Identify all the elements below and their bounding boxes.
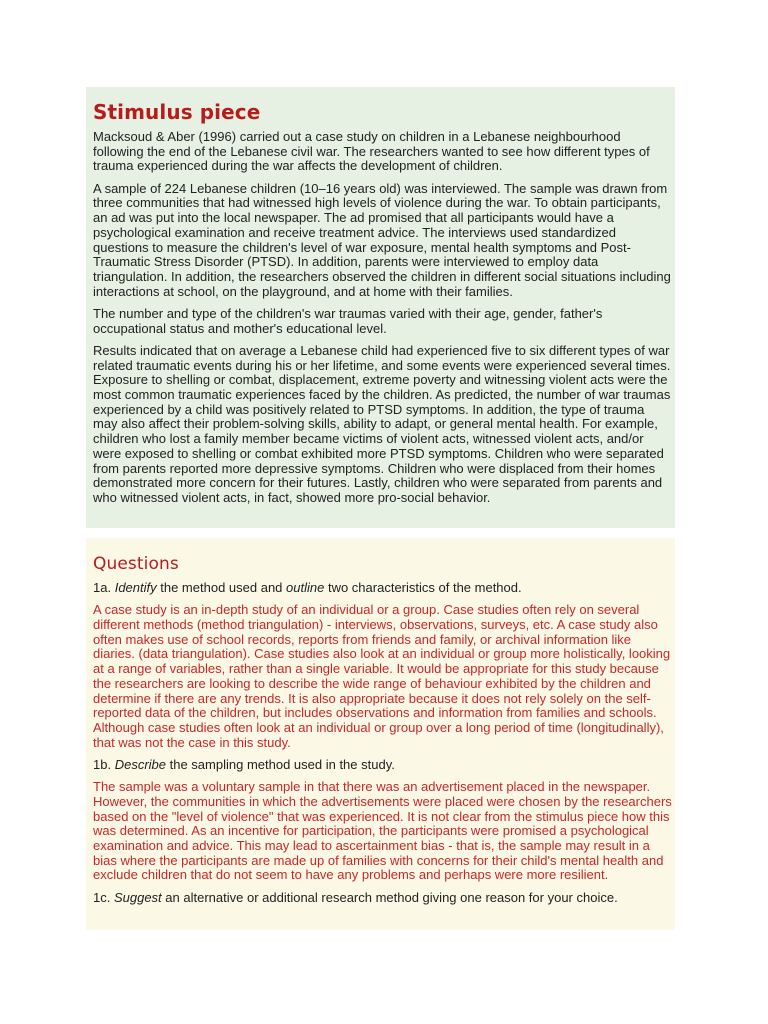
- question-text: two characteristics of the method.: [327, 580, 522, 595]
- command-term: Identify: [114, 580, 157, 595]
- question-number: 1c.: [93, 889, 111, 905]
- question-1c: [93, 891, 672, 906]
- question-text: the sampling method used in the study.: [169, 756, 395, 772]
- stimulus-section: [86, 87, 675, 528]
- answer-1b: The sample was a voluntary sample in that there was an advertisement placed in the newspaper. However, the communities in which the advertisements were placed were chosen by the researchers based on the "level of violence" that was experienced. It is not clear from the stimulus piece how this was determined. As an incentive for participation, the participants were promised a psychological examination and advice. This may lead to ascertainment bias - that is, the sample may result in a bias where the participants are made up of families with concerns for their child's mental health and exclude children that do not seem to have any problems and perhaps were more resilient.: [93, 779, 672, 883]
- stimulus-paragraph: Macksoud & Aber (1996) carried out a case study on children in a Lebanese neighbourhood following the end of the Lebanese civil war. The researchers wanted to see how different types of trauma experienced during the war affects the development of children.: [93, 129, 650, 174]
- questions-section: [86, 538, 675, 930]
- answer-1a: A case study is an in-depth study of an individual or a group. Case studies often rely on several different methods (method triangulation) - interviews, observations, surveys, etc. A case study also often makes use of school records, reports from friends and family, or archival information like diaries. (data triangulation). Case studies also look at an individual or group more holistically, looking at a range of variables, rather than a single variable. It would be appropriate for this study because the researchers are looking to describe the wide range of behaviour exhibited by the children and determine if there are any trends. It is also appropriate because it does not rely solely on the self-reported data of the children, but includes observations and information from families and schools. Although case studies often look at an individual or group over a long period of time (longitudinally), that was not the case in this study.: [93, 602, 671, 750]
- stimulus-paragraph: A sample of 224 Lebanese children (10–16 years old) was interviewed. The sample was drawn from three communities that had witnessed high levels of violence during the war. To obtain participants, an ad was put into the local newspaper. The ad promised that all participants would have a psychological examination and receive treatment advice. The interviews used standardized questions to measure the children's level of war exposure, mental health symptoms and Post-Traumatic Stress Disorder (PTSD). In addition, parents were interviewed to employ data triangulation. In addition, the researchers observed the children in different social situations including interactions at school, on the playground, and at home with their families.: [93, 180, 671, 299]
- questions-title: Questions: [93, 554, 179, 574]
- question-number: 1b.: [93, 756, 112, 772]
- command-term: outline: [286, 580, 325, 595]
- question-text: an alternative or additional research method giving one reason for your choice.: [165, 889, 618, 905]
- question-number: 1a.: [93, 580, 112, 595]
- question-1a: [93, 581, 672, 596]
- question-1b: [93, 758, 672, 773]
- stimulus-paragraph: The number and type of the children's war traumas varied with their age, gender, father's occupational status and mother's educational level.: [93, 305, 603, 336]
- command-term: Describe: [114, 756, 166, 772]
- stimulus-title: Stimulus piece: [93, 100, 261, 124]
- command-term: Suggest: [113, 889, 162, 905]
- stimulus-paragraph: Results indicated that on average a Lebanese child had experienced five to six different types of war related traumatic events during his or her lifetime, and some events were experienced several times. Exposure to shelling or combat, displacement, extreme poverty and witnessing violent acts were the most common traumatic experiences faced by the children. As predicted, the number of war traumas experienced by a child was positively related to PTSD symptoms. In addition, the type of trauma may also affect their problem-solving skills, ability to adapt, or general mental health. For example, children who lost a family member became victims of violent acts, witnessed violent acts, and/or were exposed to shelling or combat exhibited more PTSD symptoms. Children who were separated from parents reported more depressive symptoms. Children who were displaced from their homes demonstrated more concern for their futures. Lastly, children who were separated from parents and who witnessed violent acts, in fact, showed more pro-social behavior.: [93, 342, 671, 505]
- question-text: the method used and: [160, 580, 283, 595]
